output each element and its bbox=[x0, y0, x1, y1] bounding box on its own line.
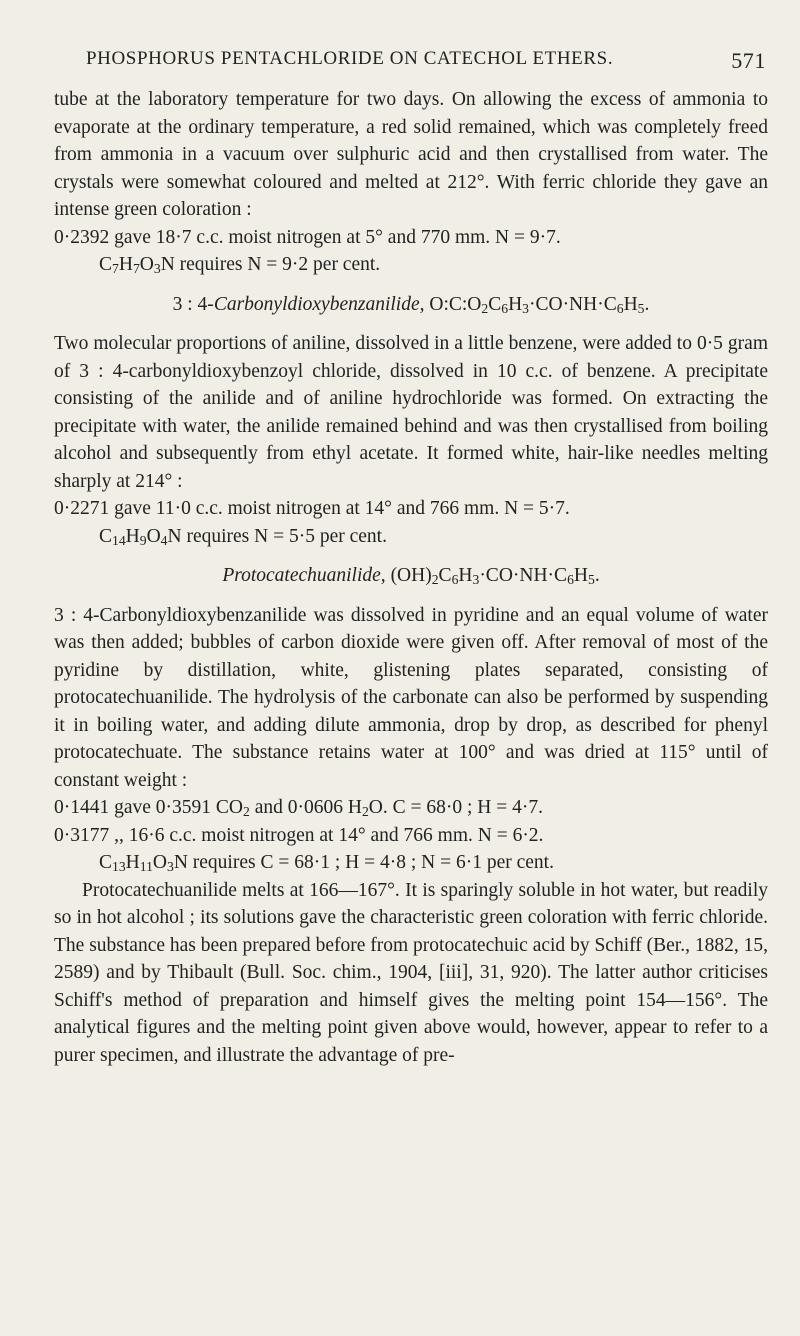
analysis-line-1: 0·2392 gave 18·7 c.c. moist nitrogen at 5° and 770 mm. N = 9·7. bbox=[54, 226, 561, 248]
running-title: PHOSPHORUS PENTACHLORIDE ON CATECHOL ETHERS. bbox=[86, 48, 614, 69]
paragraph-melting-point: Protocatechuanilide melts at 166—167°. It is sparingly soluble in hot water, but readily so in hot alcohol ; its solutions gave the characteristic green coloration with ferric chloride. The substance has been prepared before from protocatechuic acid by Schiff (Ber., 1882, 15, 2589) and by Thibault (Bull. Soc. chim., 1904, [iii], 31, 920). The latter author criticises Schiff's method of preparation and himself gives the melting point 154—156°. The analytical figures and the melting point given above would, however, appear to refer to a purer specimen, and illustrate the advantage of pre- bbox=[54, 879, 768, 1066]
heading-carbonyldioxybenzanilide bbox=[54, 291, 768, 319]
paragraph-pyridine: 3 : 4-Carbonyldioxybenzanilide was dissolved in pyridine and an equal volume of water was then added; bubbles of carbon dioxide were given off. After removal of most of the pyridine by distillation, white, glistening plates separated, consisting of protocatechuanilide. The hydrolysis of the carbonate can also be performed by suspending it in boiling water, and adding dilute ammonia, drop by drop, as described for phenyl protocatechuate. The substance retains water at 100° and was dried at 115° until of constant weight : bbox=[54, 604, 768, 791]
formula-c14h9o4n: $C_{14}H_9O_4N$ bbox=[99, 525, 182, 548]
page-body bbox=[54, 86, 768, 1069]
formula-c13h11o3n: $C_{13}H_{11}O_3N$ bbox=[99, 852, 188, 874]
paragraph-ammonia: tube at the laboratory temperature for two days. On allowing the excess of ammonia to evaporate at the ordinary temperature, a red solid remained, which was completely freed from ammonia in a vacuum over sulphuric acid and then crystallised from water. The crystals were somewhat coloured and melted at 212°. With ferric chloride they gave an intense green coloration : bbox=[54, 89, 768, 220]
analysis-line-2: 0·2271 gave 11·0 c.c. moist nitrogen at 14° and 766 mm. N = 5·7. bbox=[54, 498, 570, 519]
heading-formula-2: $O:C:O_2C_6H_3\cdot CO\cdot NH\cdot C_6H_5$. bbox=[429, 293, 650, 316]
page-number: 571 bbox=[731, 48, 766, 73]
requirement-line-3 bbox=[54, 849, 768, 877]
heading-prefix: 3 : 4- bbox=[172, 293, 214, 315]
requirement-line-2 bbox=[54, 523, 768, 551]
formula-c7h7o3n: $C_7H_7O_3N$ bbox=[99, 254, 175, 276]
heading-compound-name-3: Protocatechuanilide, bbox=[222, 565, 386, 586]
running-header bbox=[86, 48, 766, 78]
analysis-line-3: 0·1441 gave 0·3591 $CO_2$ and 0·0606 $H_2O$. C = 68·0 ; H = 4·7. bbox=[54, 797, 543, 819]
heading-protocatechuanilide bbox=[54, 562, 768, 590]
paragraph-aniline: Two molecular proportions of aniline, dissolved in a little benzene, were added to 0·5 gram of 3 : 4-carbonyldioxybenzoyl chloride, dissolved in 10 c.c. of benzene. A precipitate consisting of the anilide and of aniline hydrochloride was formed. On extracting the precipitate with water, the anilide remained behind and was then crystallised from boiling alcohol and subsequently from ethyl acetate. It formed white, hair-like needles melting sharply at 214° : bbox=[54, 333, 768, 492]
requirement-text-2: requires N = 5·5 per cent. bbox=[186, 525, 387, 547]
requirement-line-1 bbox=[54, 251, 768, 279]
analysis-line-4: 0·3177 ,, 16·6 c.c. moist nitrogen at 14° and 766 mm. N = 6·2. bbox=[54, 824, 544, 846]
heading-formula-3: $(OH)_2C_6H_3\cdot CO\cdot NH\cdot C_6H_5$. bbox=[390, 565, 600, 587]
heading-compound-name: Carbonyldioxybenzanilide, bbox=[213, 293, 425, 315]
requirement-text-1: requires N = 9·2 per cent. bbox=[179, 254, 381, 275]
requirement-text-3: requires C = 68·1 ; H = 4·8 ; N = 6·1 per cent. bbox=[192, 852, 554, 873]
